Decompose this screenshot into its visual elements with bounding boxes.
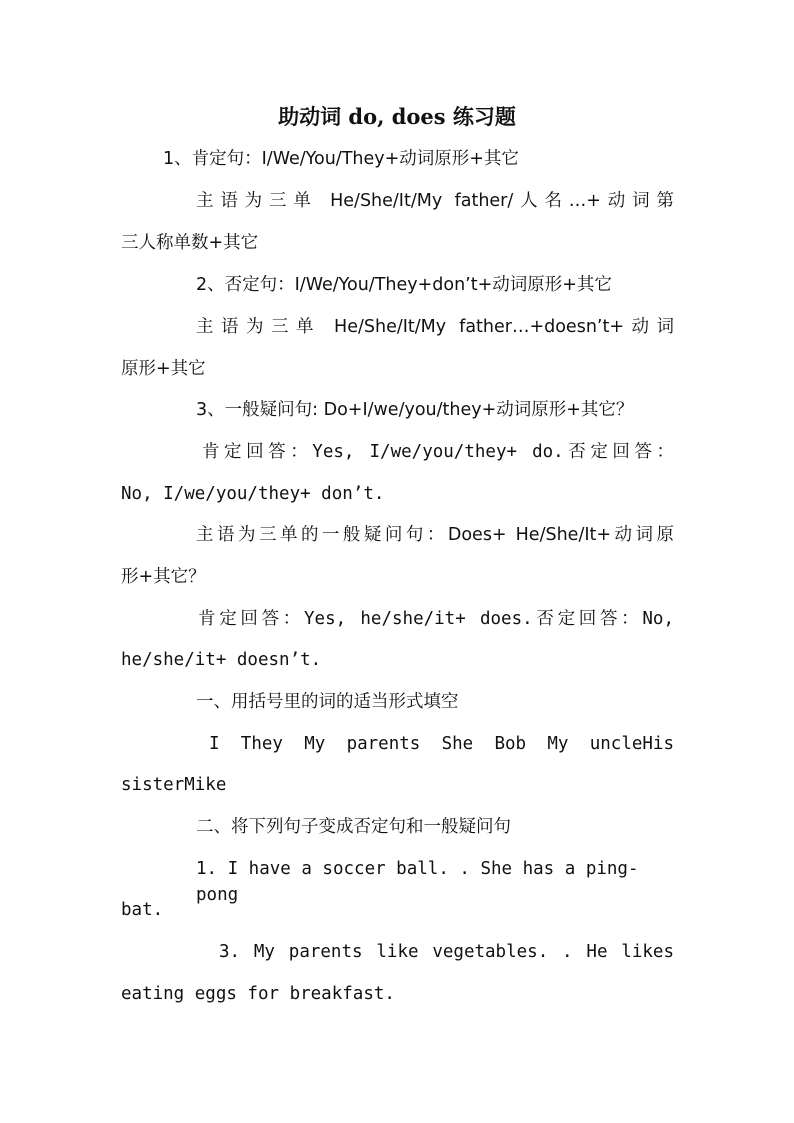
rule-1-affirmative: 1、肯定句：I/We/You/They+动词原形+其它 [163, 149, 519, 169]
exercise-1-sentence-cont: bat. [121, 900, 164, 920]
rule-3-third-person-answers-cont: he/she/it+ doesn’t. [121, 650, 322, 670]
exercise-3-sentence: 3. My parents like vegetables. . He likes [219, 942, 674, 962]
rule-3-answers: 肯定回答：Yes, I/we/you/they+ do.否定回答： [202, 442, 674, 462]
rule-2-third-person-cont: 原形+其它 [121, 359, 206, 379]
rule-3-question: 3、一般疑问句: Do+I/we/you/they+动词原形+其它？ [196, 400, 634, 420]
rule-3-third-person-question: 主语为三单的一般疑问句：Does+ He/She/It+动词原 [196, 525, 674, 545]
rule-1-third-person: 主语为三单 He/She/It/My father/人名…+动词第 [196, 191, 674, 211]
section-1-word-list-cont: sisterMike [121, 775, 227, 795]
section-1-word-list: I They My parents She Bob My uncleHis [209, 734, 674, 754]
rule-2-third-person: 主语为三单 He/She/It/My father…+doesn’t+动词 [196, 317, 674, 337]
rule-1-third-person-cont: 三人称单数+其它 [121, 233, 259, 253]
document-title: 助动词 do, does 练习题 [278, 104, 516, 129]
exercise-1-sentence: 1. I have a soccer ball. . She has a ping-pong [196, 859, 639, 905]
rule-3-third-person-question-cont: 形+其它？ [121, 567, 206, 587]
exercise-3-sentence-cont: eating eggs for breakfast. [121, 984, 395, 1004]
rule-3-answers-cont: No, I/we/you/they+ don’t. [121, 484, 385, 504]
section-2-heading: 二、将下列句子变成否定句和一般疑问句 [196, 817, 511, 837]
rule-3-third-person-answers: 肯定回答：Yes, he/she/it+ does.否定回答：No, [198, 609, 674, 629]
section-1-heading: 一、用括号里的词的适当形式填空 [196, 692, 459, 712]
rule-2-negative: 2、否定句：I/We/You/They+don’t+动词原形+其它 [196, 275, 612, 295]
